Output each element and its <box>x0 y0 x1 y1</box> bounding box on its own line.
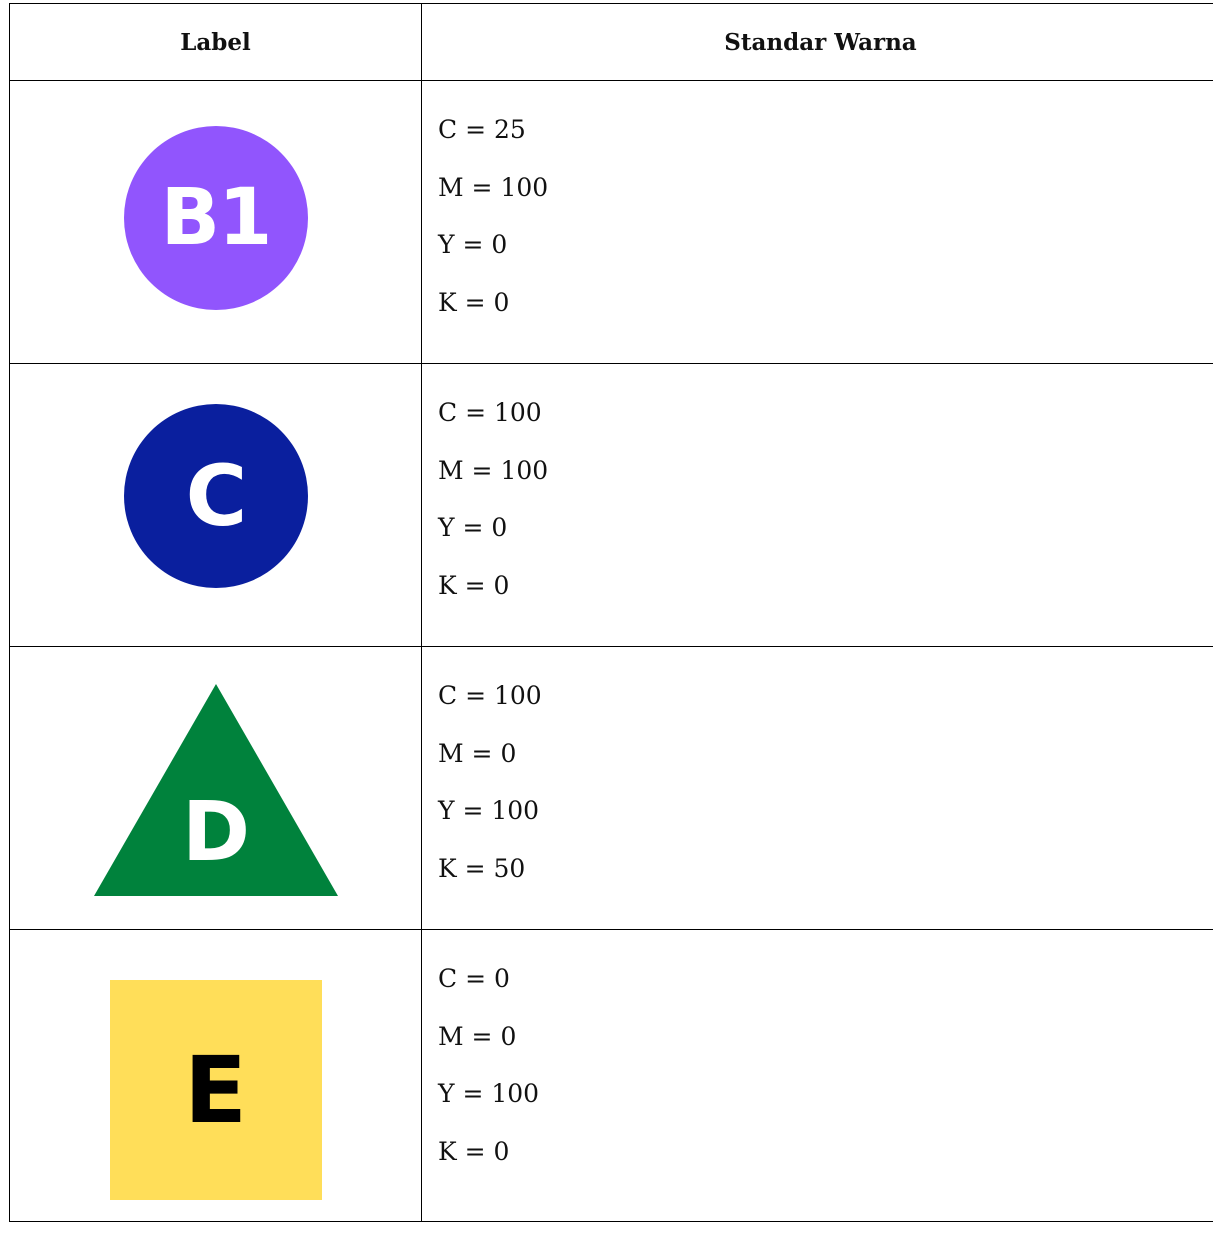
value-c: C = 100 <box>438 398 542 427</box>
value-y: Y = 0 <box>438 230 508 259</box>
header-standard: Standar Warna <box>422 4 1213 81</box>
label-cell-b1 <box>10 81 422 364</box>
table-row <box>10 647 1213 930</box>
value-k: K = 0 <box>438 1136 510 1166</box>
value-m: M = 100 <box>438 172 549 202</box>
badge-b1-text: B1 <box>160 173 271 263</box>
badge-c-circle <box>124 404 308 588</box>
label-cell-d <box>10 647 422 930</box>
value-c: C = 25 <box>438 115 526 144</box>
table-row <box>10 364 1213 647</box>
standard-cell-c <box>422 364 1213 647</box>
standard-cell-b1 <box>422 81 1213 364</box>
value-c: C = 0 <box>438 964 510 993</box>
standard-cell-d <box>422 647 1213 930</box>
badge-e-text: E <box>184 1036 247 1144</box>
table-row <box>10 930 1213 1222</box>
value-m: M = 0 <box>438 738 517 768</box>
value-k: K = 0 <box>438 287 510 317</box>
color-standard-table <box>9 3 1213 1222</box>
value-y: Y = 0 <box>438 513 508 542</box>
value-m: M = 0 <box>438 1021 517 1051</box>
value-m: M = 100 <box>438 455 549 485</box>
badge-d-text: D <box>181 785 250 880</box>
badge-c-text: C <box>185 447 246 545</box>
value-k: K = 0 <box>438 570 510 600</box>
label-cell-e <box>10 930 422 1222</box>
standard-cell-e <box>422 930 1213 1222</box>
header-label: Label <box>10 4 422 81</box>
badge-d-triangle <box>92 684 340 898</box>
value-y: Y = 100 <box>438 1079 540 1108</box>
badge-e-square <box>110 980 322 1200</box>
label-cell-c <box>10 364 422 647</box>
badge-b1-circle <box>124 126 308 310</box>
value-k: K = 50 <box>438 853 526 883</box>
value-y: Y = 100 <box>438 796 540 825</box>
table-row <box>10 81 1213 364</box>
table-header-row <box>10 4 1213 81</box>
value-c: C = 100 <box>438 681 542 710</box>
